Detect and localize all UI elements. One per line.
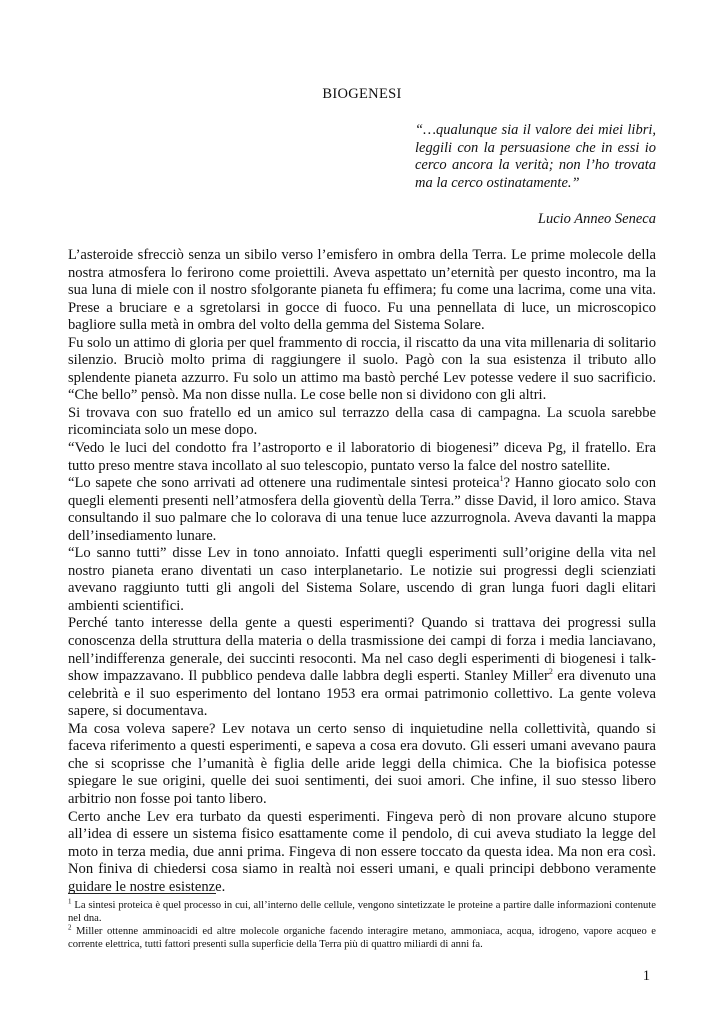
paragraph: “Vedo le luci del condotto fra l’astroporto e il laboratorio di biogenesi” diceva Pg, il fratello. Era tutto preso mentre stava incollato al suo telescopio, puntato verso la falce del nostro satellite.: [68, 440, 656, 474]
body-text: [68, 247, 656, 896]
footnote-number: 1: [68, 897, 72, 906]
paragraph: [68, 475, 656, 545]
paragraph-text: ? Hanno giocato solo con quegli elementi presenti nell’atmosfera della gioventù della Terra.” disse David, il loro amico. Stava consultando il suo palmare che lo colorava di una tenue luce azzurrognola. Aveva davanti la mappa dell’insediamento lunare.: [68, 475, 656, 544]
epigraph-author: Lucio Anneo Seneca: [537, 211, 656, 227]
paragraph: Certo anche Lev era turbato da questi esperimenti. Fingeva però di non provare alcuno stupore all’idea di essere un sistema fisico esattamente come il pendolo, di cui aveva studiato la legge del moto in terza media, due anni prima. Fingeva di non essere toccato da questa idea. Ma non era così. Non finiva di chiedersi cosa siamo in realtà noi esseri umani, e quali principi debbono veramente guidare le nostre esistenze.: [68, 808, 656, 895]
paragraph: “Lo sanno tutti” disse Lev in tono annoiato. Infatti quegli esperimenti sull’origine della vita nel nostro pianeta erano diventati un caso interplanetario. Le notizie sui progressi degli scienziati avevano raggiunto tutti gli angoli del Sistema Solare, uscendo di gran lunga fuori dagli elitari ambienti scientifici.: [68, 545, 656, 614]
paragraph: Fu solo un attimo di gloria per quel frammento di roccia, il riscatto da una vita millenaria di solitario silenzio. Bruciò molto prima di raggiungere il suolo. Pagò con la sua esistenza il tributo allo splendente pianeta azzurro. Fu solo un attimo ma bastò perché Lev potesse vedere il suo sacrificio. “Che bello” pensò. Ma non disse nulla. Le cose belle non si dividono con gli altri.: [68, 334, 656, 404]
footnote-text: La sintesi proteica è quel processo in cui, all’interno delle cellule, vengono sintetizzate le proteine a partire dalle informazioni contenute nel dna.: [68, 900, 656, 924]
paragraph: Si trovava con suo fratello ed un amico sul terrazzo della casa di campagna. La scuola sarebbe ricominciata solo un mese dopo.: [68, 404, 656, 439]
epigraph-quote: “…qualunque sia il valore dei miei libri, leggili con la persuasione che in essi io cerco ancora la verità; non l’ho trovata ma la cerco ostinatamente.”: [415, 122, 656, 191]
page-number: 1: [642, 968, 650, 984]
footnote-text: Miller ottenne amminoacidi ed altre molecole organiche facendo interagire metano, ammoniaca, acqua, idrogeno, vapore acqueo e corrente elettrica, tutti fattori presenti sulla superficie della Terra più di quattro miliardi di anni fa.: [68, 926, 656, 950]
footnotes: [68, 899, 656, 951]
paragraph: L’asteroide sfrecciò senza un sibilo verso l’emisfero in ombra della Terra. Le prime molecole della nostra atmosfera lo ferirono come proiettili. Aveva aspettato un’eternità per questo incontro, ma la sua luna di miele con il nostro sfolgorante pianeta fu effimera; fu come una lacrima, come una vita. Prese a bruciare e a sgretolarsi in gocce di fuoco. Fu una pennellata di luce, un microscopico bagliore sulla metà in ombra del volto della gemma del Sistema Solare.: [68, 247, 656, 334]
paragraph-text: Perché tanto interesse della gente a questi esperimenti? Quando si trattava dei progressi sulla conoscenza della struttura della materia o della trasmissione dei campi di forza i media lanciavano, nell’indifferenza generale, dei succinti resoconti. Ma nel caso degli esperimenti di biogenesi i talk-show impazzavano. Il pubblico pendeva dalle labbra degli esperti. Stanley Miller: [68, 615, 656, 685]
paragraph-text: era divenuto una celebrità e il suo esperimento del lontano 1953 era ormai patrimonio collettivo. La gente voleva sapere, si documentava.: [68, 668, 656, 720]
paragraph: Ma cosa voleva sapere? Lev notava un certo senso di inquietudine nella collettività, quando si faceva riferimento a questi esperimenti, e sapeva a cosa era dovuto. Gli esseri umani avevano paura che si scoprisse che l’umanità è figlia delle aride leggi della chimica. Che la biofisica potesse spiegare le sue origini, quelle dei suoi sentimenti, dei suoi amori. Che infine, il suo stesso libero arbitrio non fosse poi tanto libero.: [68, 720, 656, 807]
footnote-reference: 1: [499, 474, 504, 484]
footnote-divider: [68, 893, 216, 894]
footnote: [68, 925, 656, 951]
footnote-number: 2: [68, 923, 72, 932]
document-title: BIOGENESI: [322, 86, 402, 102]
document-page: [68, 86, 656, 896]
footnote-reference: 2: [548, 667, 553, 677]
paragraph: [68, 615, 656, 720]
paragraph-text: “Lo sapete che sono arrivati ad ottenere una rudimentale sintesi proteica: [68, 475, 500, 492]
footnote: [68, 899, 656, 925]
